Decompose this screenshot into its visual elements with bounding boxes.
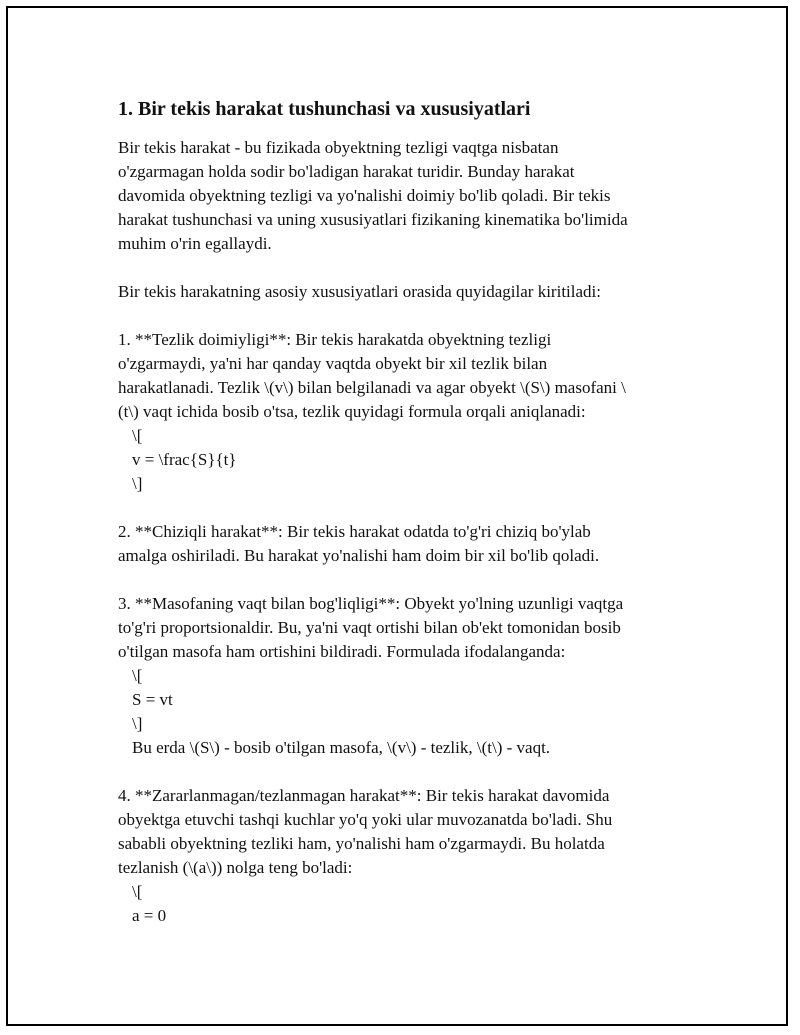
formula-line: \] xyxy=(132,714,143,733)
text-line: obyektga etuvchi tashqi kuchlar yo'q yoki ular muvozanatda bo'ladi. Shu xyxy=(118,810,613,829)
formula-note: Bu erda \(S\) - bosib o'tilgan masofa, \(v\) - tezlik, \(t\) - vaqt. xyxy=(132,738,551,757)
paragraph-gap xyxy=(118,496,678,520)
text-line: o'zgarmaydi, ya'ni har qanday vaqtda obyekt bir xil tezlik bilan xyxy=(118,354,548,373)
text-line: o'tilgan masofa ham ortishini bildiradi. Formulada ifodalanganda: xyxy=(118,642,566,661)
text-line: 1. **Tezlik doimiyligi**: Bir tekis harakatda obyektning tezligi xyxy=(118,330,552,349)
formula-line: v = \frac{S}{t} xyxy=(132,450,237,469)
list-item-2 xyxy=(118,520,678,568)
text-line: o'zgarmagan holda sodir bo'ladigan harakat turidir. Bunday harakat xyxy=(118,162,575,181)
formula-line: \[ xyxy=(132,882,143,901)
text-line: amalga oshiriladi. Bu harakat yo'nalishi ham doim bir xil bo'lib qoladi. xyxy=(118,546,600,565)
formula-line: a = 0 xyxy=(132,906,167,925)
text-line: tezlanish (\(a\)) nolga teng bo'ladi: xyxy=(118,858,353,877)
paragraph-gap xyxy=(118,304,678,328)
text-line: Bir tekis harakat - bu fizikada obyektning tezligi vaqtga nisbatan xyxy=(118,138,559,157)
intro-paragraph xyxy=(118,136,678,256)
list-item-1 xyxy=(118,328,678,496)
text-line: 2. **Chiziqli harakat**: Bir tekis harakat odatda to'g'ri chiziq bo'ylab xyxy=(118,522,591,541)
paragraph-gap xyxy=(118,568,678,592)
list-item-4 xyxy=(118,784,678,928)
text-line: muhim o'rin egallaydi. xyxy=(118,234,272,253)
text-line: to'g'ri proportsionaldir. Bu, ya'ni vaqt ortishi bilan ob'ekt tomonidan bosib xyxy=(118,618,621,637)
formula-line: S = vt xyxy=(132,690,173,709)
text-line: harakat tushunchasi va uning xususiyatlari fizikaning kinematika bo'limida xyxy=(118,210,628,229)
formula-line: \[ xyxy=(132,426,143,445)
formula-line: \[ xyxy=(132,666,143,685)
list-item-3 xyxy=(118,592,678,760)
text-line: harakatlanadi. Tezlik \(v\) bilan belgilanadi va agar obyekt \(S\) masofani \ xyxy=(118,378,626,397)
document-page xyxy=(6,6,788,1026)
text-line: sababli obyektning tezliki ham, yo'nalishi ham o'zgarmaydi. Bu holatda xyxy=(118,834,605,853)
lead-paragraph: Bir tekis harakatning asosiy xususiyatlari orasida quyidagilar kiritiladi: xyxy=(118,282,601,301)
text-line: davomida obyektning tezligi va yo'nalishi doimiy bo'lib qoladi. Bir tekis xyxy=(118,186,611,205)
section-heading: 1. Bir tekis harakat tushunchasi va xususiyatlari xyxy=(118,98,531,120)
paragraph-gap xyxy=(118,760,678,784)
text-line: 4. **Zararlanmagan/tezlanmagan harakat**: Bir tekis harakat davomida xyxy=(118,786,610,805)
text-line: 3. **Masofaning vaqt bilan bog'liqligi**: Obyekt yo'lning uzunligi vaqtga xyxy=(118,594,624,613)
text-line: (t\) vaqt ichida bosib o'tsa, tezlik quyidagi formula orqali aniqlanadi: xyxy=(118,402,586,421)
document-body xyxy=(118,95,678,928)
paragraph-gap xyxy=(118,256,678,280)
formula-line: \] xyxy=(132,474,143,493)
